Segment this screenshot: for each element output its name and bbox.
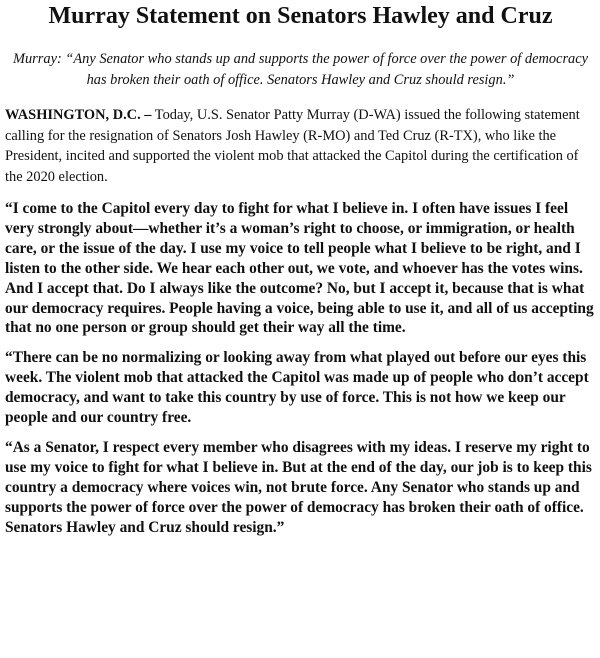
quote-paragraph-2: “There can be no normalizing or looking away from what played out before our eyes this week. The violent mob that attacked the Capitol was made up of people who don’t accept democracy, and want to take this country by use of force. This is not how we keep our people and our country free. bbox=[5, 349, 589, 427]
subheadline: Murray: “Any Senator who stands up and supports the power of force over the power of democracy has broken their oath of office. Senators Hawley and Cruz should resign.” bbox=[12, 51, 589, 88]
dateline: WASHINGTON, D.C. – bbox=[5, 107, 152, 123]
quote-paragraph-3: “As a Senator, I respect every member who disagrees with my ideas. I reserve my right to use my voice to fight for what I believe in. But at the end of the day, our job is to keep this country a democracy where voices win, not brute force. Any Senator who stands up and supports the power of force over the power of democracy has broken their oath of office. Senators Hawley and Cruz should resign.” bbox=[5, 438, 592, 536]
intro-paragraph bbox=[5, 105, 596, 187]
page-title: Murray Statement on Senators Hawley and Cruz bbox=[48, 3, 553, 29]
quote-paragraph-1: “I come to the Capitol every day to fight for what I believe in. I often have issues I feel very strongly about—whether it’s a woman’s right to choose, or immigration, or health care, or the issue of the day. I use my voice to tell people what I believe to be right, and I listen to the other side. We hear each other out, we vote, and whoever has the votes wins. And I accept that. Do I always like the outcome? No, but I accept it, because that is what our democracy requires. People having a voice, being able to use it, and all of us accepting that no one person or group should get their way all the time. bbox=[5, 200, 594, 337]
press-release bbox=[0, 2, 600, 538]
intro-text: Today, U.S. Senator Patty Murray (D-WA) issued the following statement calling for the resignation of Senators Josh Hawley (R-MO) and Ted Cruz (R-TX), who like the President, incited and supported the violent mob that attacked the Capitol during the certification of the 2020 election. bbox=[5, 107, 580, 185]
